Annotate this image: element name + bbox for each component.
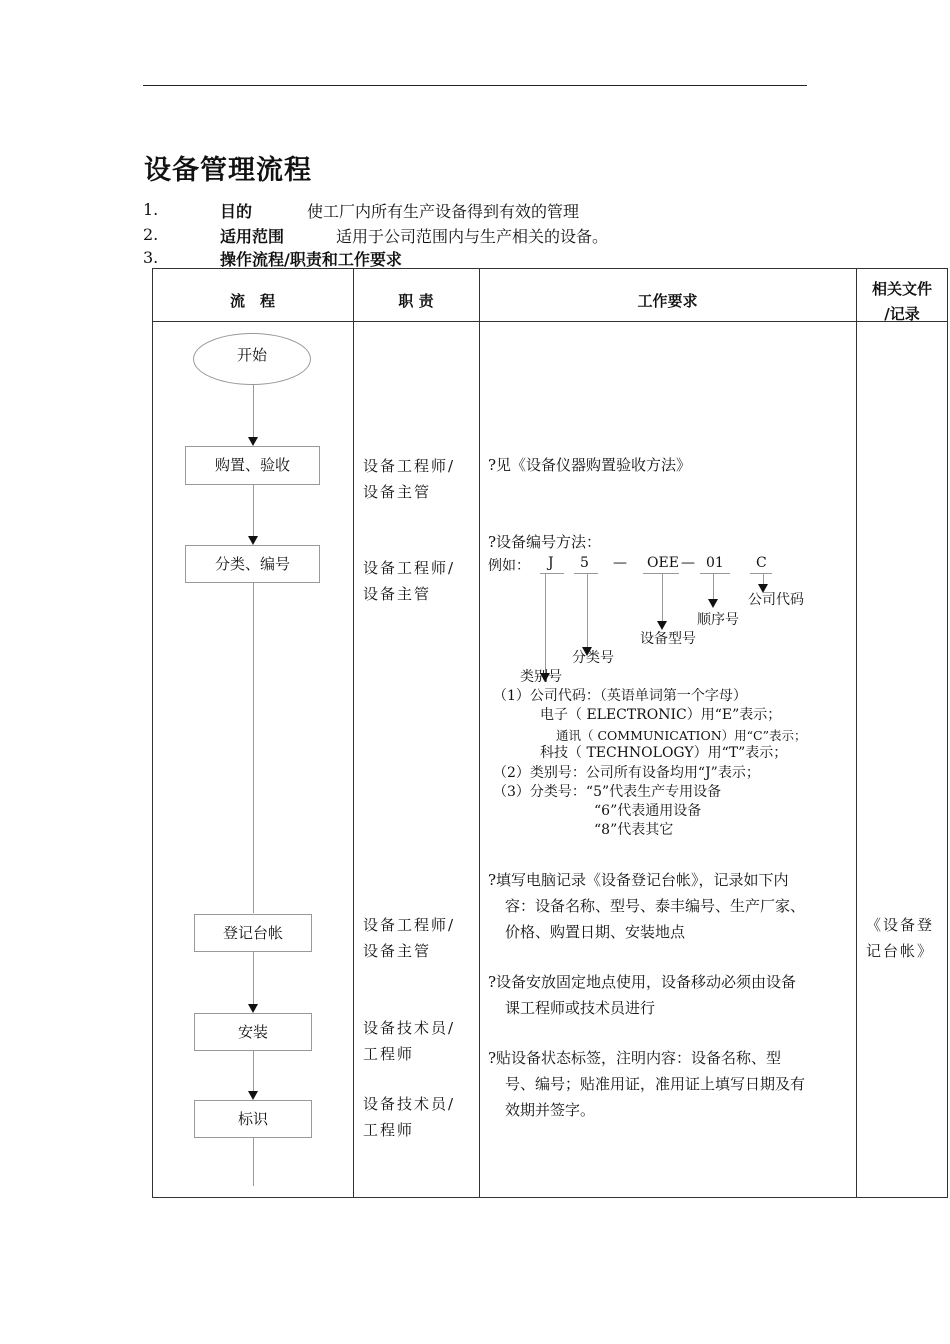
code-part-dash: — — [613, 555, 627, 571]
section-2-number: 2. — [143, 225, 159, 244]
flow-step-label: 标识 — [194, 1100, 312, 1138]
duty-2-line1: 设备工程师/ — [363, 559, 456, 577]
requirement-3-line3: 价格、购置日期、安装地点 — [505, 923, 686, 941]
requirement-1: ?见《设备仪器购置验收方法》 — [488, 456, 692, 474]
arrow-down-icon — [248, 536, 258, 545]
code-label-category: 类别号 — [520, 669, 562, 685]
section-1-number: 1. — [143, 200, 159, 219]
arrow-down-icon — [248, 1004, 258, 1013]
requirement-5-line2: 号、编号；贴准用证，准用证上填写日期及有 — [505, 1075, 806, 1093]
code-part-class: 5 — [580, 555, 589, 571]
header-duty: 职 责 — [398, 292, 434, 310]
header-records-line1: 相关文件 — [871, 280, 932, 298]
section-2-text: 适用于公司范围内与生产相关的设备。 — [336, 227, 609, 246]
code-note: （2）类别号：公司所有设备均用“J”表示； — [493, 765, 760, 781]
code-underline — [750, 573, 772, 574]
record-ledger-line1: 《设备登 — [866, 916, 935, 934]
code-part-sequence: 01 — [706, 555, 724, 571]
code-label-model: 设备型号 — [640, 631, 696, 647]
code-underline — [574, 573, 598, 574]
table-col-divider — [856, 268, 857, 1198]
code-part-company: C — [756, 555, 767, 571]
flow-step-install: 安装 — [194, 1013, 312, 1051]
flow-connector — [253, 583, 254, 913]
duty-1-line1: 设备工程师/ — [363, 457, 456, 475]
code-label-company: 公司代码 — [748, 592, 804, 608]
arrow-down-icon — [657, 621, 667, 630]
code-label-sequence: 顺序号 — [697, 612, 739, 628]
requirement-4-line1: ?设备安放固定地点使用，设备移动必须由设备 — [488, 973, 797, 991]
page-title: 设备管理流程 — [144, 155, 312, 186]
section-3-number: 3. — [143, 248, 159, 267]
requirement-3-line2: 容：设备名称、型号、泰丰编号、生产厂家、 — [505, 897, 806, 915]
code-pointer-line — [662, 574, 663, 622]
code-note: “8”代表其它 — [594, 822, 674, 838]
code-underline — [643, 573, 679, 574]
code-pointer-line — [545, 574, 546, 680]
duty-4-line1: 设备技术员/ — [363, 1019, 456, 1037]
header-requirements: 工作要求 — [637, 292, 698, 310]
flow-connector — [253, 485, 254, 537]
code-example-label: 例如： — [488, 558, 530, 574]
flow-step-classify: 分类、编号 — [185, 545, 320, 583]
code-note: 电子（ ELECTRONIC）用“E”表示； — [540, 707, 782, 723]
requirement-2-title: ?设备编号方法： — [488, 533, 602, 551]
flow-connector — [253, 952, 254, 1004]
code-part-dash: — — [681, 555, 695, 571]
code-part-model: OEE — [647, 555, 679, 571]
code-note: （3）分类号：“5”代表生产专用设备 — [493, 784, 722, 800]
section-3-label: 操作流程/职责和工作要求 — [220, 250, 402, 269]
arrow-down-icon — [248, 437, 258, 446]
arrow-down-icon — [248, 1091, 258, 1100]
code-pointer-line — [763, 574, 764, 584]
flow-step-register: 登记台帐 — [194, 914, 312, 952]
code-underline — [540, 573, 564, 574]
duty-5-line1: 设备技术员/ — [363, 1095, 456, 1113]
requirement-4-line2: 课工程师或技术员进行 — [505, 999, 656, 1017]
duty-3-line2: 设备主管 — [363, 942, 432, 960]
table-header-divider — [152, 321, 948, 322]
duty-3-line1: 设备工程师/ — [363, 916, 456, 934]
code-underline — [700, 573, 730, 574]
duty-5-line2: 工程师 — [363, 1121, 415, 1139]
flow-step-purchase: 购置、验收 — [185, 446, 320, 485]
header-flow: 流 程 — [229, 292, 275, 310]
table-col-divider — [479, 268, 480, 1198]
code-note: （1）公司代码：（英语单词第一个字母） — [493, 688, 747, 704]
flow-start-node: 开始 — [193, 333, 311, 385]
arrow-down-icon — [708, 599, 718, 608]
code-label-class: 分类号 — [572, 650, 614, 666]
duty-2-line2: 设备主管 — [363, 585, 432, 603]
flow-connector — [253, 1051, 254, 1091]
flow-connector — [253, 385, 254, 440]
header-rule — [143, 85, 807, 86]
section-1-text: 使工厂内所有生产设备得到有效的管理 — [307, 202, 580, 221]
flow-connector — [253, 1138, 254, 1186]
duty-1-line2: 设备主管 — [363, 483, 432, 501]
header-records-line2: /记录 — [884, 305, 920, 323]
code-part-category: J — [548, 555, 554, 571]
code-pointer-line — [713, 574, 714, 602]
table-col-divider — [353, 268, 354, 1198]
section-1-label: 目的 — [220, 202, 253, 221]
record-ledger-line2: 记台帐》 — [866, 942, 935, 960]
requirement-5-line3: 效期并签字。 — [505, 1101, 596, 1119]
code-note: “6”代表通用设备 — [594, 803, 702, 819]
code-note: 通讯（ COMMUNICATION）用“C”表示； — [556, 728, 807, 743]
requirement-3-line1: ?填写电脑记录《设备登记台帐》，记录如下内 — [488, 871, 789, 889]
code-note: 科技（ TECHNOLOGY）用“T”表示； — [540, 745, 788, 761]
requirement-5-line1: ?贴设备状态标签，注明内容：设备名称、型 — [488, 1049, 782, 1067]
section-2-label: 适用范围 — [220, 227, 285, 246]
code-pointer-line — [587, 574, 588, 650]
duty-4-line2: 工程师 — [363, 1045, 415, 1063]
